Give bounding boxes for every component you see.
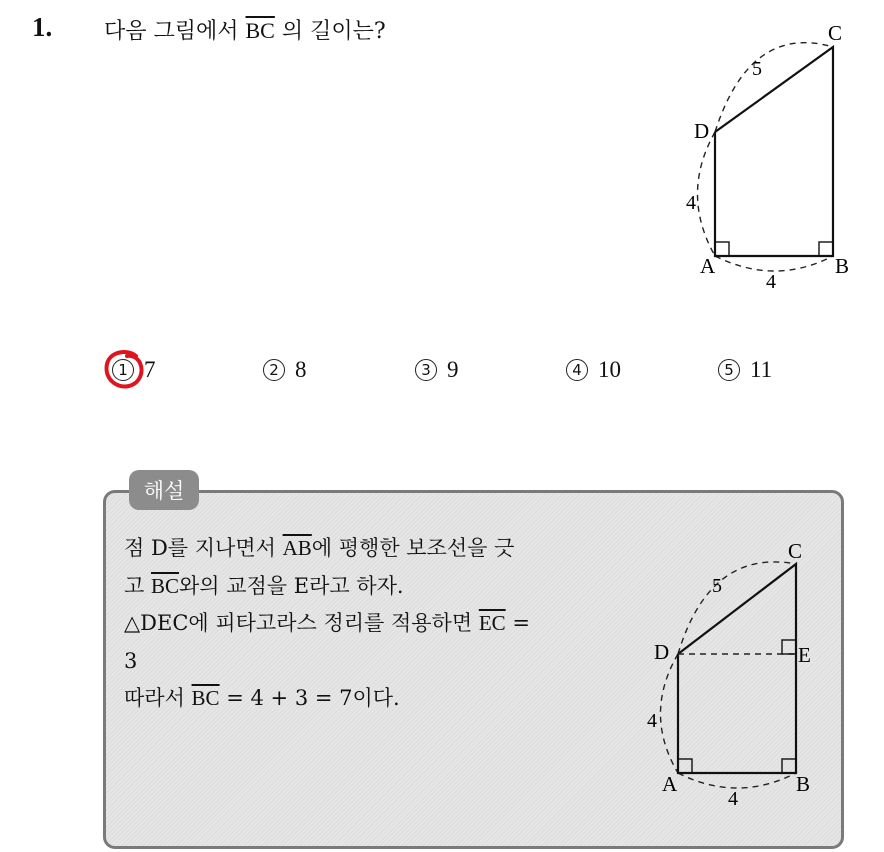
right-angle-e [782,640,796,654]
solution-line-3 [124,605,624,643]
solution-line-1-a: 점 D를 지나면서 [124,536,283,560]
question-number: 1. [32,12,53,42]
segment-bc: $\overline{BC}$ [150,573,179,598]
question-text [104,14,386,45]
solution-figure [640,535,830,815]
label-c-2: C [788,539,803,563]
solution-line-2-b: 와의 교점을 E라고 하자. [178,573,404,598]
solution-line-4: 3 [124,648,138,673]
choice-1-value: 7 [144,357,156,382]
trapezoid [715,47,833,256]
label-b: B [835,254,850,278]
solution-line-3-a: △DEC에 피타고라스 정리를 적용하면 [124,611,479,635]
length-dc-2: 5 [712,575,722,597]
solution-text [124,530,624,718]
choice-1-symbol: 1 [112,359,134,381]
question-text-after: 의 길이는? [274,19,386,44]
solution-line-1 [124,530,624,568]
choice-2-value: 8 [295,357,307,382]
choice-2[interactable] [263,357,307,383]
solution-tab: 해설 [129,470,199,510]
length-ab-2: 4 [728,788,738,810]
label-c: C [828,21,843,45]
label-e-2: E [798,643,811,667]
right-angle-b [819,242,833,256]
solution-line-3-b: = [505,611,530,635]
arc-ad-2 [661,654,679,773]
question-text-before: 다음 그림에서 [104,19,246,44]
choice-3[interactable] [415,357,459,383]
choice-2-symbol: 2 [263,359,285,381]
label-d: D [694,119,710,143]
arc-ab-2 [678,773,796,788]
solution-line-5-b: = 4 + 3 = 7이다. [219,686,400,710]
solution-line-2-a: 고 [124,573,151,598]
right-angle-a [715,242,729,256]
choice-4-value: 10 [598,357,621,382]
label-d-2: D [654,640,670,664]
arc-ab [715,256,833,271]
label-b-2: B [796,772,811,796]
length-dc: 5 [752,58,762,80]
length-ab: 4 [766,271,776,293]
choice-5[interactable] [718,357,772,383]
question-figure [680,18,870,298]
solution-line-2 [124,568,624,606]
solution-line-5 [124,680,624,718]
choice-4-symbol: 4 [566,359,588,381]
segment-ec: $\overline{EC}$ [478,611,506,635]
choice-4[interactable] [566,357,621,383]
arc-ad [698,132,716,256]
choice-5-value: 11 [750,357,773,382]
choice-3-symbol: 3 [415,359,437,381]
solution-line-5-a: 따라서 [124,686,192,710]
label-a: A [700,254,716,278]
right-angle-a-2 [678,759,692,773]
choice-5-symbol: 5 [718,359,740,381]
label-a-2: A [662,772,678,796]
segment-bc-result: $\overline{BC}$ [191,686,220,710]
question-segment: $\overline{BC}$ [245,18,275,43]
segment-ab: $\overline{AB}$ [282,536,312,560]
answer-mark [100,346,152,394]
trapezoid-2 [678,564,796,773]
choice-3-value: 9 [447,357,459,382]
length-ad-2: 4 [647,710,657,732]
length-ad: 4 [686,192,696,214]
solution-line-1-b: 에 평행한 보조선을 긋 [311,536,515,560]
right-angle-b-2 [782,759,796,773]
